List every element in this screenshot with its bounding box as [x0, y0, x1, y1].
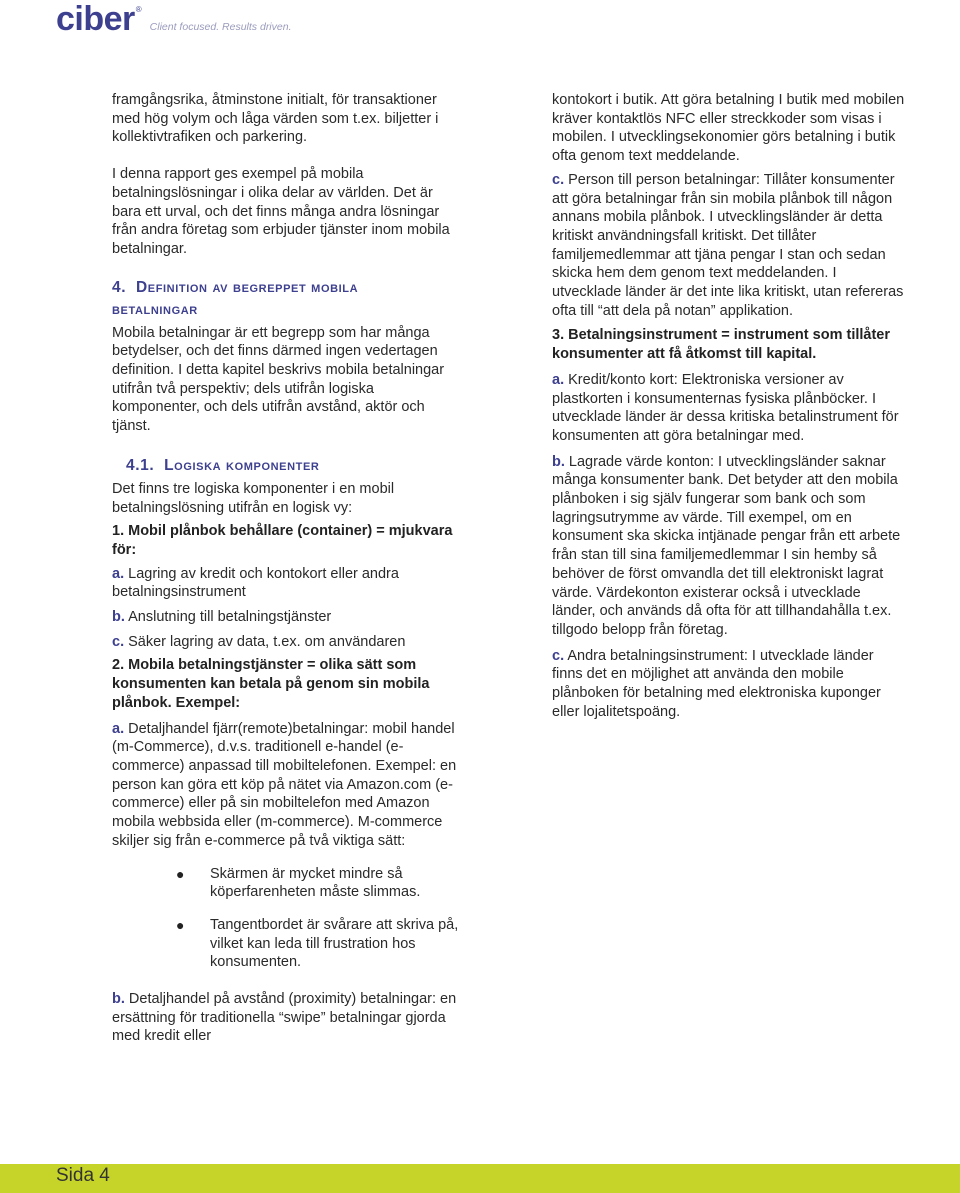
list-letter: a.	[552, 371, 565, 388]
list-number: 1.	[112, 523, 125, 540]
list-item-3a	[552, 371, 907, 446]
section-title-line-2: betalningar	[112, 300, 198, 318]
list-letter: b.	[552, 453, 565, 470]
list-item-3c	[552, 647, 907, 722]
list-item-1c	[112, 633, 462, 652]
bullet-text: Skärmen är mycket mindre så köperfarenheten måste slimmas.	[210, 865, 421, 901]
subsection-heading-4-1	[126, 456, 462, 476]
bullet-item-keyboard	[176, 916, 462, 972]
left-column	[112, 91, 462, 1046]
list-item-3b	[552, 453, 907, 640]
paragraph-report-examples: I denna rapport ges exempel på mobila betalningslösningar i olika delar av världen. Det är bara ett urval, och det finns många andra lösningar från andra företag som erbjuder tjänster inom mobila betalningar.	[112, 166, 450, 257]
logo-wordmark: ciber	[56, 0, 135, 38]
bullet-item-screen	[176, 865, 462, 902]
paragraph-continued: kontokort i butik. Att göra betalning I butik med mobilen kräver kontaktlös NFC eller streckkoder som visas i mobilen. I utvecklingsekonomier görs betalning i butik ofta genom text meddelande.	[552, 92, 905, 165]
section-title-line-1: Definition av begreppet mobila	[135, 278, 359, 296]
list-text: Mobil plånbok behållare (container) = mjukvara för:	[112, 523, 453, 558]
list-item-1a	[112, 565, 462, 602]
list-letter: c.	[552, 171, 565, 188]
list-text: Lagring av kredit och kontokort eller andra betalningsinstrument	[112, 565, 399, 601]
list-item-3	[552, 326, 907, 363]
subsection-number: 4.1.	[126, 456, 155, 474]
section-number: 4.	[112, 278, 127, 296]
list-item-1	[112, 522, 462, 559]
page-number: Sida 4	[56, 1165, 110, 1186]
right-column	[552, 91, 907, 722]
list-text: Mobila betalningstjänster = olika sätt som konsumenten kan betala på genom sin mobila plånbok. Exempel:	[112, 657, 430, 711]
list-letter: b.	[112, 991, 125, 1008]
footer-bar	[0, 1164, 960, 1193]
list-text: Andra betalningsinstrument: I utvecklade länder finns det en möjlighet att använda den mobile plånboken för betalning med elektroniska kuponger eller lojalitetspoäng.	[552, 647, 881, 720]
list-text: Anslutning till betalningstjänster	[128, 609, 332, 626]
list-letter: c.	[552, 647, 565, 664]
list-letter: a.	[112, 565, 125, 582]
list-item-1b	[112, 608, 462, 627]
bullet-text: Tangentbordet är svårare att skriva på, vilket kan leda till frustration hos konsumenten.	[210, 916, 459, 971]
list-item-2	[112, 656, 462, 712]
list-number: 2.	[112, 657, 125, 674]
list-text: Kredit/konto kort: Elektroniska versioner av plastkorten i konsumenternas fysiska plånböcker. I utvecklade länder är dessa kritiska betalinstrument för konsumenten att göra betalningar med.	[552, 371, 899, 444]
paragraph-intro: framgångsrika, åtminstone initialt, för transaktioner med hög volym och låga värden som t.ex. biljetter i kollektivtrafiken och parkering.	[112, 92, 439, 146]
bullet-icon: ●	[176, 865, 185, 882]
list-text: Lagrade värde konton: I utvecklingsländer saknar många konsumenter bank. Det betyder att den mobila plånboken i sig själv fungerar som bank och som lagringsutrymme av värde. Till exempel, om en konsument ska skicka intjänade pengar från ett arbete från stan till sina familjemedlemmar I sin hemby så behöver de först omvandla det till elektroniskt lagrat värde. Värdekonton existerar också i utvecklade länder, och används då ofta för att tillhandahålla t.ex. tillgodo belopp från företag.	[552, 453, 901, 638]
bullet-icon: ●	[176, 916, 185, 933]
list-text: Detaljhandel på avstånd (proximity) betalningar: en ersättning för traditionella “swipe” betalningar gjorda med kredit eller	[112, 991, 457, 1045]
logo-registered-mark: ®	[135, 5, 142, 14]
section-heading-4	[112, 277, 462, 321]
list-letter: a.	[112, 720, 125, 737]
list-number: 3.	[552, 327, 565, 344]
ciber-logo	[56, 2, 292, 36]
subsection-title: Logiska komponenter	[164, 456, 320, 474]
list-item-2c	[552, 171, 907, 321]
list-text: Person till person betalningar: Tillåter konsumenter att göra betalningar från sin mobila plånbok till någon annans mobila plånbok. I utvecklingsländer är detta kritiskt användningsfall kritiskt. Det tillåter familjemedlemmar att tjäna pengar I stan och sedan skicka hem dem genom text meddelanden. I utvecklade länder är det inte lika kritiskt, utan refereras ofta till “att dela på notan” applikation.	[552, 171, 904, 319]
list-item-2a	[112, 720, 462, 851]
paragraph-definition: Mobila betalningar är ett begrepp som har många betydelser, och det finns därmed ingen vedertagen definition. I detta kapitel beskrivs mobila betalningar utifrån två perspektiv; dels utifrån logiska komponenter, och dels utifrån avstånd, aktör och tjänst.	[112, 324, 445, 435]
list-item-2b	[112, 990, 462, 1046]
logo-tagline: Client focused. Results driven.	[149, 21, 292, 33]
list-letter: c.	[112, 633, 125, 650]
paragraph-logical-components: Det finns tre logiska komponenter i en mobil betalningslösning utifrån en logisk vy:	[112, 480, 395, 516]
list-text: Betalningsinstrument = instrument som tillåter konsumenter att få åtkomst till kapital.	[552, 327, 890, 363]
list-text: Detaljhandel fjärr(remote)betalningar: mobil handel (m-Commerce), d.v.s. traditionell e-handel (e-commerce) anpassad till mobiltelefonen. Exempel: en person kan göra ett köp på nätet via Amazon.com (e-commerce) eller på sin mobiltelefon med Amazon mobila webbsida eller (m-commerce). M-commerce skiljer sig från e-commerce på två viktiga sätt:	[112, 720, 457, 849]
list-letter: b.	[112, 609, 125, 626]
list-text: Säker lagring av data, t.ex. om användaren	[128, 633, 406, 650]
